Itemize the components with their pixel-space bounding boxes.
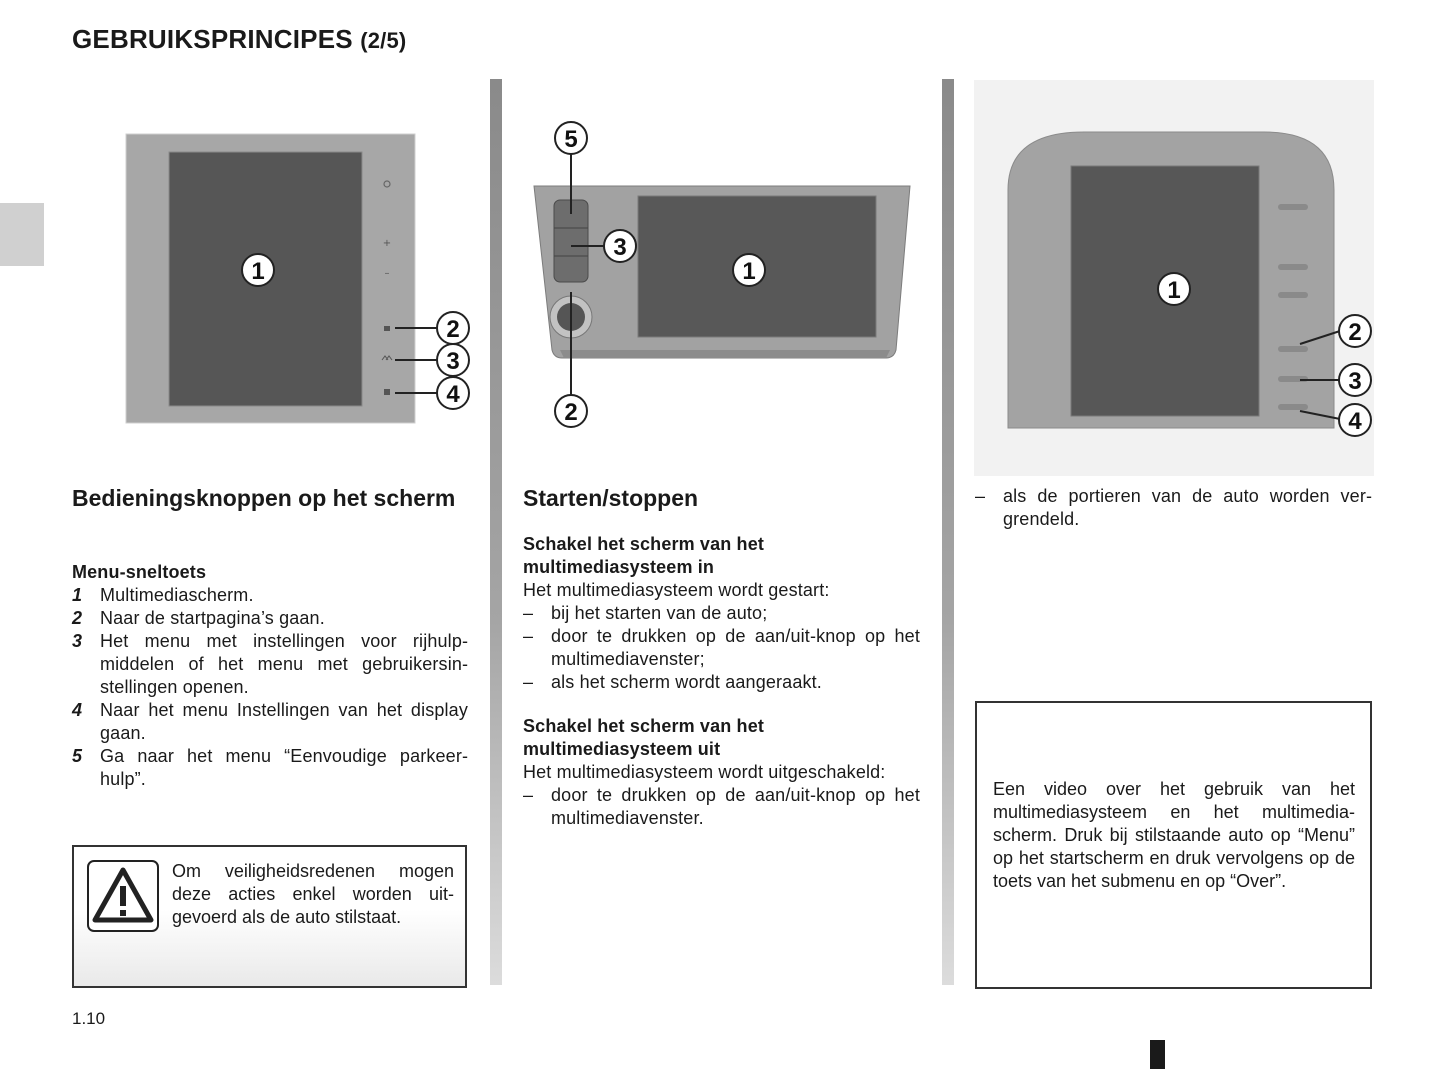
- list-item: [72, 630, 468, 699]
- screen-off-heading: Schakel het scherm van het multimediasysteem uit: [523, 716, 765, 759]
- list-item: [72, 584, 468, 607]
- lock-list: [975, 485, 1372, 531]
- callout-2: 2: [446, 316, 460, 343]
- callout-4: 4: [446, 381, 460, 408]
- callout-3: 3: [446, 348, 460, 375]
- item-text: door te drukken op de aan/uit-knop op het multimediavenster.: [551, 785, 920, 828]
- figure-tall-multimedia-screen: [974, 80, 1374, 476]
- svg-text:–: –: [384, 268, 390, 279]
- dash-bullet: –: [523, 785, 534, 805]
- callout-1: 1: [1167, 277, 1181, 304]
- list-item: [975, 485, 1372, 531]
- item-number: 4: [72, 700, 83, 720]
- screen-on-intro: Het multimediasysteem wordt gestart:: [523, 580, 830, 600]
- item-text: als de portieren van de auto worden vergrendeld.: [1003, 486, 1372, 529]
- item-number: 2: [72, 608, 83, 628]
- item-number: 3: [72, 631, 83, 651]
- list-item: [523, 784, 920, 830]
- chapter-tab: [0, 203, 44, 266]
- menu-shortcut-heading: Menu-sneltoets: [72, 562, 207, 582]
- callout-3: 3: [1348, 368, 1362, 395]
- item-text: Ga naar het menu “Eenvoudige parkeerhulp”.: [100, 746, 468, 789]
- video-info-text: Een video over het gebruik van het multimediasysteem en het multimediascherm. Druk bij stilstaande auto op “Menu” op het startscherm en druk vervolgens op de toets van het submenu en op “Over”.: [993, 779, 1355, 891]
- item-text: Naar het menu Instellingen van het display gaan.: [100, 700, 468, 743]
- column-divider-right: [942, 79, 954, 985]
- section-heading-start-stop: Starten/stoppen: [523, 485, 699, 511]
- screen-on-list: [523, 602, 920, 694]
- dash-bullet: –: [523, 626, 534, 646]
- item-text: als het scherm wordt aangeraakt.: [551, 672, 822, 692]
- callout-2: 2: [564, 399, 578, 426]
- callout-3: 3: [613, 234, 627, 261]
- list-item: [523, 671, 920, 694]
- right-continued-list-section: [975, 485, 1372, 531]
- item-text: door te drukken op de aan/uit-knop op het multimediavenster;: [551, 626, 920, 669]
- figure-portrait-multimedia-screen: [120, 128, 480, 430]
- item-number: 1: [72, 585, 83, 605]
- list-item: [72, 699, 468, 745]
- column-divider-left: [490, 79, 502, 985]
- item-text: Het menu met instellingen voor rijhulpmiddelen of het menu met gebruikersinstellingen openen.: [100, 631, 468, 697]
- page-title-part: (2/5): [360, 28, 407, 53]
- list-item: [523, 625, 920, 671]
- callout-1: 1: [742, 258, 756, 285]
- section-heading-screen-controls: Bedieningsknoppen op het scherm: [72, 485, 456, 511]
- page-title-main: GEBRUIKSPRINCIPES: [72, 24, 353, 54]
- list-item: [72, 607, 468, 630]
- menu-shortcut-section: [72, 561, 468, 791]
- warning-text: Om veiligheidsredenen mogen deze acties enkel worden uitgevoerd als de auto stilstaat.: [172, 861, 454, 927]
- item-text: Multimediascherm.: [100, 585, 254, 605]
- screen-off-intro: Het multimediasysteem wordt uitgeschakeld:: [523, 762, 886, 782]
- item-text: Naar de startpagina’s gaan.: [100, 608, 325, 628]
- callout-2: 2: [1348, 319, 1362, 346]
- menu-shortcut-list: [72, 584, 468, 791]
- page-number: 1.10: [72, 1009, 106, 1028]
- callout-4: 4: [1348, 408, 1362, 435]
- video-info-box: [975, 701, 1372, 989]
- figure-landscape-multimedia-screen: [520, 118, 920, 430]
- screen-off-list: [523, 784, 920, 830]
- section-end-marker: [1150, 1040, 1165, 1069]
- svg-text:+: +: [382, 238, 392, 249]
- dash-bullet: –: [523, 603, 534, 623]
- warning-triangle-icon: [87, 860, 159, 932]
- callout-1: 1: [251, 258, 265, 285]
- item-number: 5: [72, 746, 83, 766]
- dash-bullet: –: [975, 486, 986, 506]
- dash-bullet: –: [523, 672, 534, 692]
- page-title: [72, 24, 406, 55]
- screen-on-heading: Schakel het scherm van het multimediasysteem in: [523, 534, 765, 577]
- callout-5: 5: [564, 126, 578, 153]
- item-text: bij het starten van de auto;: [551, 603, 768, 623]
- list-item: [72, 745, 468, 791]
- safety-warning-box: [72, 845, 467, 988]
- start-stop-section: [523, 533, 920, 830]
- list-item: [523, 602, 920, 625]
